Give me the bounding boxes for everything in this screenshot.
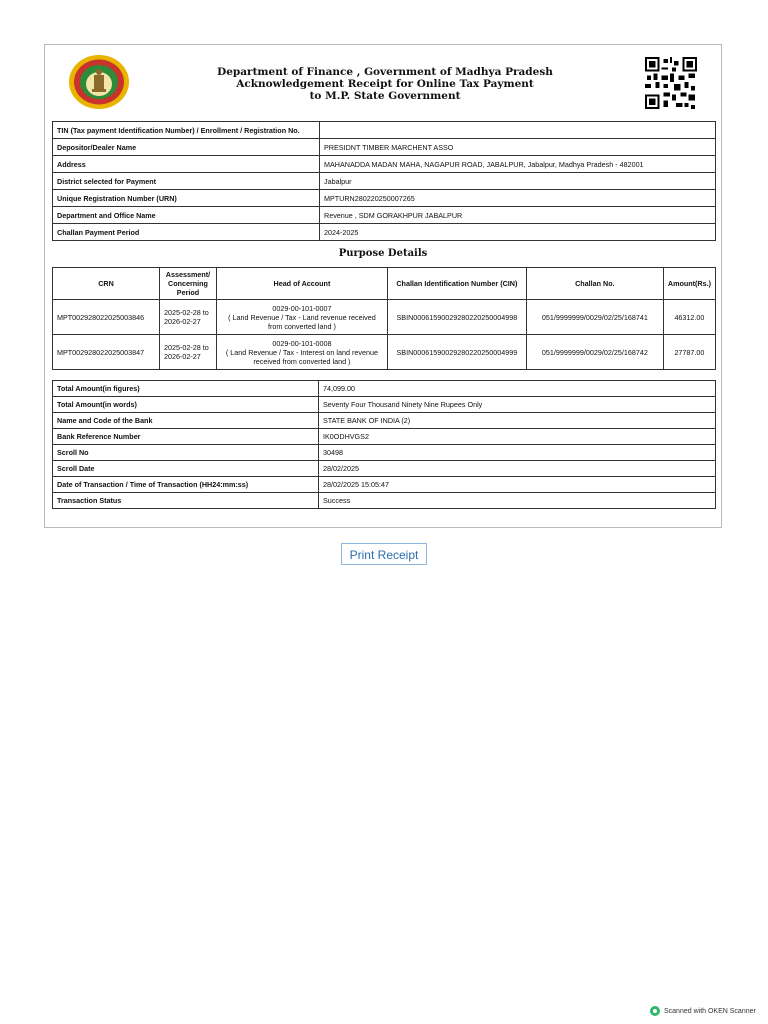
transaction-totals-table bbox=[52, 380, 716, 509]
purpose-details-table bbox=[52, 267, 716, 370]
totals-label: Bank Reference Number bbox=[53, 429, 319, 445]
purpose-details-title: Purpose Details bbox=[338, 248, 428, 259]
print-receipt-button[interactable]: Print Receipt bbox=[341, 543, 427, 565]
totals-label: Date of Transaction / Time of Transaction (HH24:mm:ss) bbox=[53, 477, 319, 493]
purpose-header-row bbox=[53, 268, 716, 300]
receipt-title-line-1: Department of Finance , Government of Madhya Pradesh bbox=[217, 66, 553, 78]
totals-label: Transaction Status bbox=[53, 493, 319, 509]
totals-value: IK0ODHVGS2 bbox=[319, 429, 716, 445]
totals-row bbox=[53, 397, 716, 413]
acknowledgement-receipt bbox=[44, 44, 722, 528]
purpose-row bbox=[53, 300, 716, 335]
qr-code-icon bbox=[645, 57, 697, 109]
totals-row bbox=[53, 477, 716, 493]
scanner-logo-icon bbox=[650, 1006, 660, 1016]
totals-row bbox=[53, 381, 716, 397]
info-value: MPTURN280220250007265 bbox=[320, 190, 716, 207]
info-row bbox=[53, 190, 716, 207]
scanner-watermark bbox=[650, 1006, 756, 1016]
cin-cell: SBIN00061590029280220250004998 bbox=[387, 300, 526, 335]
receipt-title-block bbox=[165, 66, 605, 102]
totals-row bbox=[53, 429, 716, 445]
scanner-watermark-text: Scanned with OKEN Scanner bbox=[664, 1007, 756, 1015]
info-row bbox=[53, 173, 716, 190]
col-header-challan-no: Challan No. bbox=[526, 268, 663, 300]
info-value: MAHANADDA MADAN MAHA, NAGAPUR ROAD, JABALPUR, Jabalpur, Madhya Pradesh - 482001 bbox=[320, 156, 716, 173]
challan-no-cell: 051/9999999/0029/02/25/168742 bbox=[526, 335, 663, 370]
col-header-period: Assessment/ Concerning Period bbox=[159, 268, 216, 300]
totals-value: 74,099.00 bbox=[319, 381, 716, 397]
period-cell: 2025-02-28 to 2026-02-27 bbox=[159, 300, 216, 335]
totals-value: Seventy Four Thousand Ninety Nine Rupees Only bbox=[319, 397, 716, 413]
mp-government-emblem-icon bbox=[67, 53, 131, 111]
col-header-head-of-account: Head of Account bbox=[216, 268, 387, 300]
totals-label: Name and Code of the Bank bbox=[53, 413, 319, 429]
info-row bbox=[53, 224, 716, 241]
col-header-crn: CRN bbox=[53, 268, 160, 300]
amount-cell: 46312.00 bbox=[663, 300, 715, 335]
receipt-header bbox=[45, 45, 721, 119]
col-header-cin: Challan Identification Number (CIN) bbox=[387, 268, 526, 300]
totals-value: 30498 bbox=[319, 445, 716, 461]
totals-label: Scroll Date bbox=[53, 461, 319, 477]
cin-cell: SBIN00061590029280220250004999 bbox=[387, 335, 526, 370]
info-label: District selected for Payment bbox=[53, 173, 320, 190]
head-of-account-description: ( Land Revenue / Tax - Land revenue received from converted land ) bbox=[228, 312, 376, 331]
info-value: Revenue , SDM GORAKHPUR JABALPUR bbox=[320, 207, 716, 224]
purpose-row bbox=[53, 335, 716, 370]
totals-row bbox=[53, 493, 716, 509]
head-of-account-cell bbox=[216, 335, 387, 370]
info-label: TIN (Tax payment Identification Number) / Enrollment / Registration No. bbox=[53, 122, 320, 139]
crn-cell: MPT002928022025003847 bbox=[53, 335, 160, 370]
info-value: Jabalpur bbox=[320, 173, 716, 190]
totals-row bbox=[53, 445, 716, 461]
totals-value: Success bbox=[319, 493, 716, 509]
info-row bbox=[53, 139, 716, 156]
totals-label: Total Amount(in words) bbox=[53, 397, 319, 413]
totals-label: Scroll No bbox=[53, 445, 319, 461]
totals-value: STATE BANK OF INDIA (2) bbox=[319, 413, 716, 429]
amount-cell: 27787.00 bbox=[663, 335, 715, 370]
info-label: Challan Payment Period bbox=[53, 224, 320, 241]
depositor-info-table bbox=[52, 121, 716, 241]
info-row bbox=[53, 156, 716, 173]
info-row bbox=[53, 122, 716, 139]
col-header-amount: Amount(Rs.) bbox=[663, 268, 715, 300]
info-value bbox=[320, 122, 716, 139]
info-label: Depositor/Dealer Name bbox=[53, 139, 320, 156]
head-of-account-code: 0029-00-101-0007 bbox=[272, 303, 332, 313]
receipt-title-line-2: Acknowledgement Receipt for Online Tax Payment bbox=[236, 78, 534, 90]
head-of-account-description: ( Land Revenue / Tax - Interest on land revenue received from converted land ) bbox=[225, 347, 378, 366]
period-cell: 2025-02-28 to 2026-02-27 bbox=[159, 335, 216, 370]
totals-value: 28/02/2025 bbox=[319, 461, 716, 477]
challan-no-cell: 051/9999999/0029/02/25/168741 bbox=[526, 300, 663, 335]
info-row bbox=[53, 207, 716, 224]
head-of-account-code: 0029-00-101-0008 bbox=[272, 338, 332, 348]
receipt-title-line-3: to M.P. State Government bbox=[309, 90, 461, 102]
totals-row bbox=[53, 413, 716, 429]
totals-row bbox=[53, 461, 716, 477]
info-label: Department and Office Name bbox=[53, 207, 320, 224]
head-of-account-cell bbox=[216, 300, 387, 335]
info-value: PRESIDNT TIMBER MARCHENT ASSO bbox=[320, 139, 716, 156]
totals-value: 28/02/2025 15:05:47 bbox=[319, 477, 716, 493]
info-value: 2024-2025 bbox=[320, 224, 716, 241]
totals-label: Total Amount(in figures) bbox=[53, 381, 319, 397]
crn-cell: MPT002928022025003846 bbox=[53, 300, 160, 335]
info-label: Unique Registration Number (URN) bbox=[53, 190, 320, 207]
info-label: Address bbox=[53, 156, 320, 173]
